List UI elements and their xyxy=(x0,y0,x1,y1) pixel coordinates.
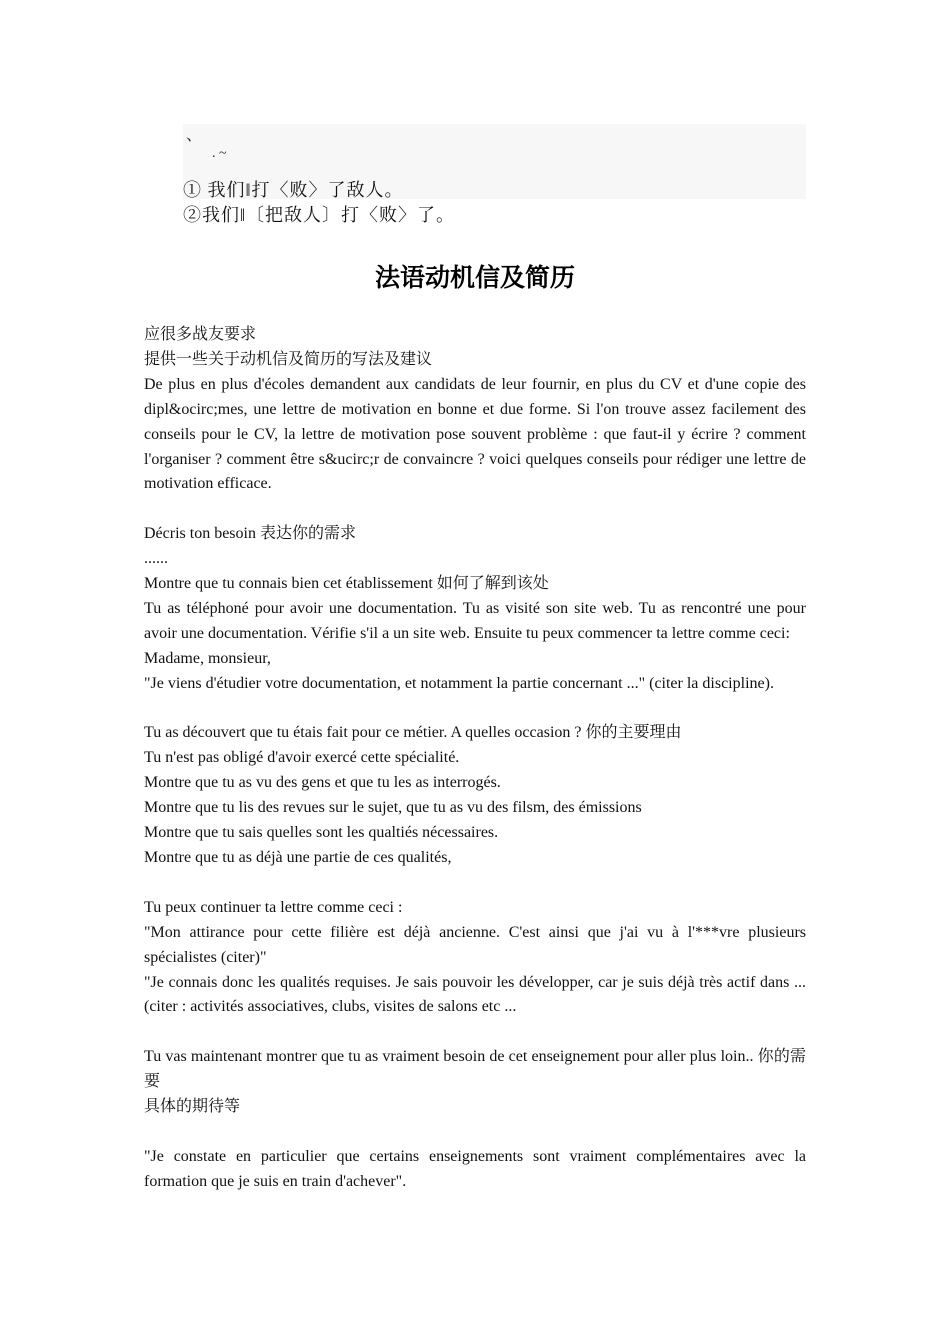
body-paragraph: "Je connais donc les qualités requises. Je sais pouvoir les développer, car je suis déjà très actif dans ... (citer : activités associatives, clubs, visites de salons etc ... xyxy=(144,973,806,1016)
blank-line xyxy=(144,697,806,722)
example-sentence-1: ① 我们‖打〈败〉了敌人。 xyxy=(183,180,404,200)
mark-dot-tilde: . ~ xyxy=(212,146,227,161)
body-paragraph: Tu as découvert que tu étais fait pour ce métier. A quelles occasion ? 你的主要理由 xyxy=(144,724,682,742)
body-paragraph: ...... xyxy=(144,550,168,568)
body-paragraph: "Je constate en particulier que certains enseignements sont vraiment complémentaires avec la formation que je suis en train d'achever". xyxy=(144,1147,806,1190)
body-paragraph: Tu n'est pas obligé d'avoir exercé cette spécialité. xyxy=(144,749,460,767)
body-paragraph: Montre que tu sais quelles sont les qualtiés nécessaires. xyxy=(144,824,499,842)
body-paragraph: Tu as téléphoné pour avoir une documentation. Tu as visité son site web. Tu as rencontré une pour avoir une documentation. Vérifie s'il a un site web. Ensuite tu peux commencer ta lettre comme ceci: xyxy=(144,599,806,642)
document-title: 法语动机信及简历 xyxy=(374,263,575,292)
body-paragraph: Tu vas maintenant montrer que tu as vraiment besoin de cet enseignement pour aller plus loin.. 你的需要 xyxy=(144,1048,806,1091)
document-body xyxy=(144,323,806,1195)
body-paragraph: 具体的期待等 xyxy=(144,1098,241,1116)
body-paragraph: Tu peux continuer ta lettre comme ceci : xyxy=(144,898,403,916)
body-paragraph: Montre que tu as déjà une partie de ces qualités, xyxy=(144,849,452,866)
body-paragraph: Montre que tu lis des revues sur le sujet, que tu as vu des filsm, des émissions xyxy=(144,799,642,817)
mark-comma: 、 xyxy=(186,127,203,144)
blank-line xyxy=(144,1020,806,1045)
body-paragraph: 应很多战友要求 xyxy=(144,326,257,343)
body-paragraph: "Mon attirance pour cette filière est déjà ancienne. C'est ainsi que j'ai vu à l'***vre plusieurs spécialistes (citer)" xyxy=(144,923,806,966)
body-paragraph: Décris ton besoin 表达你的需求 xyxy=(144,525,356,543)
example-sentence-2: ②我们‖〔把敌人〕打〈败〉了。 xyxy=(183,205,456,225)
body-paragraph: Montre que tu as vu des gens et que tu les as interrogés. xyxy=(144,774,501,792)
body-paragraph: 提供一些关于动机信及简历的写法及建议 xyxy=(144,350,433,368)
body-paragraph: Montre que tu connais bien cet établissement 如何了解到该处 xyxy=(144,575,549,593)
stray-marks xyxy=(186,127,227,161)
body-paragraph: "Je viens d'étudier votre documentation, et notamment la partie concernant ..." (citer la discipline). xyxy=(144,674,774,692)
blank-line xyxy=(144,497,806,522)
blank-line xyxy=(144,871,806,896)
body-paragraph: Madame, monsieur, xyxy=(144,649,271,667)
blank-line xyxy=(144,1120,806,1145)
body-paragraph: De plus en plus d'écoles demandent aux candidats de leur fournir, en plus du CV et d'une copie des dipl&ocirc;mes, une lettre de motivation en bonne et due forme. Si l'on trouve assez facilement des conseils pour le CV, la lettre de motivation pose souvent problème : que faut-il y écrire ? comment l'organiser ? comment être s&ucirc;r de convaincre ? voici quelques conseils pour rédiger une lettre de motivation efficace. xyxy=(144,375,806,493)
